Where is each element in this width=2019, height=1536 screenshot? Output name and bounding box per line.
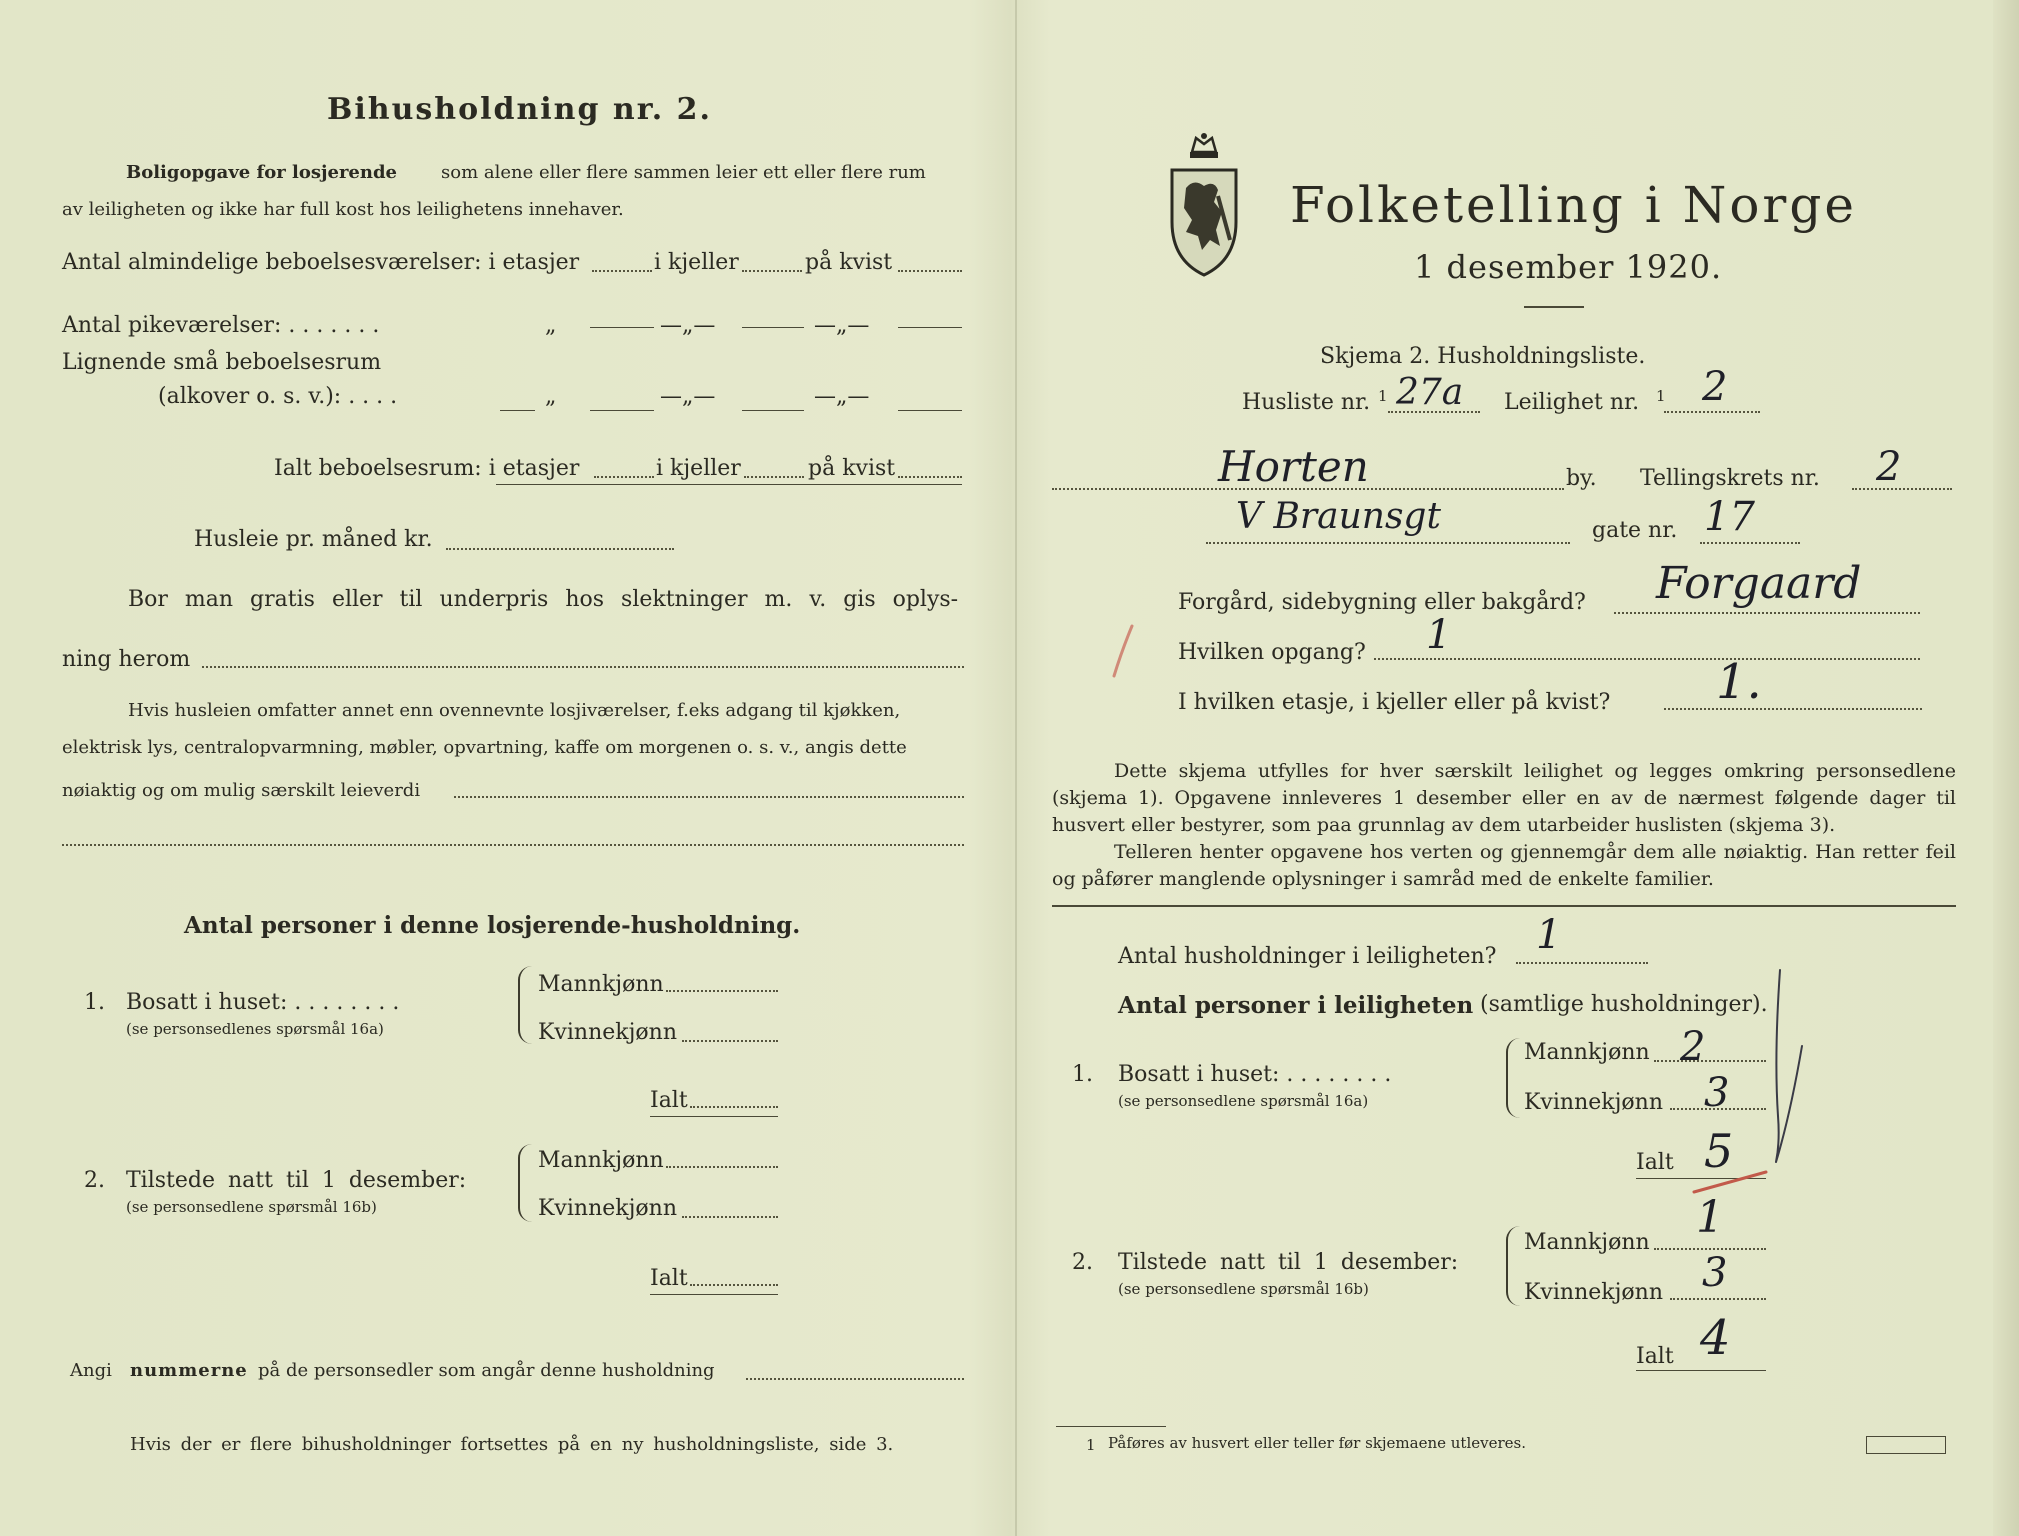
right-q1-mann-label: Mannkjønn (1524, 1040, 1650, 1065)
angi-text-2: på de personsedler som angår denne husholdning (258, 1360, 715, 1381)
rooms-kvist-field[interactable] (898, 270, 962, 272)
census-date: 1 desember 1920. (1414, 248, 1723, 286)
right-q1-ialt-label: Ialt (1636, 1150, 1674, 1175)
right-q2-number: 2. (1072, 1250, 1093, 1275)
right-q1-mann-value[interactable]: 2 (1680, 1024, 1706, 1070)
right-persons-heading-bold: Antal personer i leiligheten (1118, 992, 1474, 1019)
gratis-text-2: ning herom (62, 647, 191, 672)
lignende-label-1: Lignende små beboelsesrum (62, 350, 382, 375)
right-q2-label: Tilstede natt til 1 desember: (1118, 1250, 1459, 1275)
ialt-rule (496, 484, 962, 485)
paper-edge (1993, 0, 2019, 1536)
ialt-kjeller-field[interactable] (744, 476, 804, 478)
right-q2-kvinne-value[interactable]: 3 (1702, 1250, 1728, 1296)
left-q2-sub: (se personsedlene spørsmål 16b) (126, 1198, 377, 1216)
left-q2-mann-label: Mannkjønn (538, 1148, 664, 1173)
husholdninger-field (1516, 962, 1648, 964)
ialt-rooms-label: Ialt beboelsesrum: i etasjer (274, 456, 580, 481)
red-check-mark-icon (1108, 622, 1138, 680)
lign-ditto-3: —„— (814, 384, 870, 409)
left-q1-ialt-label: Ialt (650, 1088, 688, 1113)
footnote-rule (1056, 1426, 1166, 1427)
pike-ditto-3: —„— (814, 313, 870, 338)
by-field (1052, 488, 1564, 490)
right-q1-number: 1. (1072, 1062, 1093, 1087)
gratis-field[interactable] (202, 666, 964, 668)
right-title: Folketelling i Norge (1290, 176, 1857, 234)
right-q2-kvinne-field (1670, 1298, 1766, 1300)
coat-of-arms-icon (1164, 130, 1244, 280)
angi-bold: nummerne (130, 1360, 248, 1381)
footnote-mark: 1 (1086, 1436, 1096, 1454)
pike-ditto-2: —„— (660, 313, 716, 338)
leilighet-field (1664, 411, 1760, 413)
section-rule (1052, 905, 1956, 907)
gratis-text-1: Bor man gratis eller til underpris hos slektninger m. v. gis oplys- (128, 587, 959, 612)
left-q2-brace (518, 1144, 532, 1222)
right-q1-ialt-value[interactable]: 5 (1704, 1124, 1734, 1178)
left-persons-heading: Antal personer i denne losjerende-husholdning. (184, 912, 801, 939)
right-q1-mann-field (1654, 1060, 1766, 1062)
by-label: by. (1566, 466, 1597, 491)
left-q1-ialt-rule (650, 1116, 778, 1117)
rooms-label: Antal almindelige beboelsesværelser: i etasjer (62, 250, 580, 275)
info-paragraph-2: Telleren henter opgavene hos verten og gjennemgår dem alle nøiaktig. Han retter feil og påfører manglende oplysninger i samråd med de enkelte familier. (1052, 841, 1956, 890)
intro-rest-2: av leiligheten og ikke har full kost hos leilighetens innehaver. (62, 199, 624, 220)
left-q1-ialt-field[interactable] (690, 1106, 778, 1108)
right-q2-ialt-value[interactable]: 4 (1700, 1310, 1731, 1366)
leilighet-value[interactable]: 2 (1702, 364, 1728, 410)
ialt-etasjer-field[interactable] (594, 476, 654, 478)
left-q2-ialt-field[interactable] (690, 1284, 778, 1286)
left-q2-ialt-label: Ialt (650, 1266, 688, 1291)
pike-label: Antal pikeværelser: . . . . . . . (62, 313, 380, 338)
intro-bold: Boligopgave for losjerende (126, 162, 398, 183)
ialt-kvist-field[interactable] (898, 476, 962, 478)
forgaard-label: Forgård, sidebygning eller bakgård? (1178, 590, 1586, 615)
lign-kjeller-field[interactable] (742, 410, 804, 411)
fine-print-1: Hvis husleien omfatter annet enn ovennevnte losjiværelser, f.eks adgang til kjøkken, (128, 700, 901, 721)
husleie-field[interactable] (446, 548, 674, 550)
pike-etasjer-field[interactable] (590, 327, 654, 328)
right-q1-kvinne-label: Kvinnekjønn (1524, 1090, 1663, 1115)
husleie-label: Husleie pr. måned kr. (194, 527, 433, 552)
left-q2-kvinne-label: Kvinnekjønn (538, 1196, 677, 1221)
etasje-field (1664, 708, 1922, 710)
rooms-etasjer-field[interactable] (592, 270, 652, 272)
right-q2-sub: (se personsedlene spørsmål 16b) (1118, 1280, 1369, 1298)
ialt-kjeller-label: i kjeller (656, 456, 741, 481)
gate-field (1206, 542, 1570, 544)
lign-kvist-field[interactable] (898, 410, 962, 411)
krets-value[interactable]: 2 (1876, 444, 1902, 490)
check-mark-icon (1770, 966, 1810, 1166)
husliste-value[interactable]: 27a (1396, 372, 1464, 413)
left-q1-brace (518, 966, 532, 1044)
gate-label: gate nr. (1592, 518, 1678, 543)
husliste-label: Husliste nr. (1242, 390, 1371, 415)
pike-kjeller-field[interactable] (742, 327, 804, 328)
page-fold (1015, 0, 1017, 1536)
left-q2-mann-field[interactable] (666, 1166, 778, 1168)
left-footer: Hvis der er flere bihusholdninger fortsettes på en ny husholdningsliste, side 3. (130, 1434, 894, 1455)
right-q2-kvinne-label: Kvinnekjønn (1524, 1280, 1663, 1305)
angi-field[interactable] (746, 1378, 964, 1380)
leieverdi-field[interactable] (454, 796, 964, 798)
leieverdi-field-2[interactable] (62, 844, 964, 846)
left-q1-mann-label: Mannkjønn (538, 972, 664, 997)
opgang-value[interactable]: 1 (1426, 612, 1452, 658)
right-q2-ialt-rule (1636, 1370, 1766, 1371)
lignende-lead-line (500, 410, 535, 411)
leilighet-label: Leilighet nr. (1504, 390, 1640, 415)
lign-ditto-1: „ (545, 384, 557, 409)
lign-etasjer-field[interactable] (590, 410, 654, 411)
fine-print-2: elektrisk lys, centralopvarmning, møbler, opvartning, kaffe om morgenen o. s. v., angis dette (62, 737, 907, 758)
lignende-label-2: (alkover o. s. v.): . . . . (158, 384, 398, 409)
right-q1-brace (1506, 1038, 1520, 1118)
left-q2-ialt-rule (650, 1294, 778, 1295)
krets-label: Tellingskrets nr. (1640, 466, 1820, 491)
pike-kvist-field[interactable] (898, 327, 962, 328)
husholdninger-value[interactable]: 1 (1536, 912, 1562, 958)
husliste-footnote-mark: 1 (1378, 387, 1388, 405)
left-q2-label: Tilstede natt til 1 desember: (126, 1168, 467, 1193)
left-q1-kvinne-field[interactable] (682, 1040, 778, 1042)
left-q1-label: Bosatt i huset: . . . . . . . . (126, 990, 400, 1015)
footnote-text: Påføres av husvert eller teller før skjemaene utleveres. (1108, 1434, 1526, 1452)
gate-nr-value[interactable]: 17 (1704, 494, 1755, 540)
gate-value[interactable]: V Braunsgt (1236, 496, 1441, 537)
right-q2-ialt-label: Ialt (1636, 1344, 1674, 1369)
rooms-kvist-label: på kvist (805, 250, 893, 275)
right-q2-mann-label: Mannkjønn (1524, 1230, 1650, 1255)
left-q1-sub: (se personsedlenes spørsmål 16a) (126, 1020, 384, 1038)
left-q1-kvinne-label: Kvinnekjønn (538, 1020, 677, 1045)
printer-stamp (1866, 1436, 1946, 1454)
leilighet-footnote-mark: 1 (1656, 387, 1666, 405)
intro-rest-1: som alene eller flere sammen leier ett eller flere rum (441, 162, 926, 183)
forgaard-field (1614, 612, 1920, 614)
pike-ditto-1: „ (545, 313, 557, 338)
lign-ditto-2: —„— (660, 384, 716, 409)
fine-print-3: nøiaktig og om mulig særskilt leieverdi (62, 780, 421, 801)
angi-text-1: Angi (70, 1360, 112, 1381)
left-title: Bihusholdning nr. 2. (327, 92, 712, 127)
forgaard-value[interactable]: Forgaard (1656, 558, 1862, 609)
etasje-label: I hvilken etasje, i kjeller eller på kvist? (1178, 690, 1611, 715)
husliste-field (1388, 411, 1480, 413)
right-q2-brace (1506, 1226, 1520, 1306)
opgang-label: Hvilken opgang? (1178, 640, 1366, 665)
info-paragraph-1: Dette skjema utfylles for hver særskilt leilighet og legges omkring personsedlene (skjema 1). Opgavene innleveres 1 desember eller en av de nærmest følgende dager til husvert eller bestyrer, som paa grunnlag av dem utarbeider huslisten (skjema 3). (1052, 760, 1956, 836)
opgang-field (1374, 658, 1920, 660)
right-q2-mann-value[interactable]: 1 (1696, 1192, 1724, 1243)
ialt-kvist-label: på kvist (808, 456, 896, 481)
left-q2-kvinne-field[interactable] (682, 1216, 778, 1218)
left-q1-mann-field[interactable] (666, 990, 778, 992)
right-q1-kvinne-value[interactable]: 3 (1704, 1070, 1730, 1116)
left-q1-number: 1. (84, 990, 105, 1015)
right-q1-sub: (se personsedlene spørsmål 16a) (1118, 1092, 1369, 1110)
skjema-label: Skjema 2. Husholdningsliste. (1320, 344, 1646, 369)
by-value[interactable]: Horten (1218, 442, 1369, 491)
etasje-value[interactable]: 1. (1716, 654, 1762, 710)
rooms-kjeller-field[interactable] (742, 270, 802, 272)
right-persons-heading-rest: (samtlige husholdninger). (1480, 992, 1768, 1017)
right-q1-kvinne-field (1670, 1108, 1766, 1110)
left-q2-number: 2. (84, 1168, 105, 1193)
right-q1-label: Bosatt i huset: . . . . . . . . (1118, 1062, 1392, 1087)
gate-nr-field (1700, 542, 1800, 544)
husholdninger-label: Antal husholdninger i leiligheten? (1118, 944, 1497, 969)
rooms-kjeller-label: i kjeller (654, 250, 739, 275)
title-rule (1524, 306, 1584, 308)
krets-field (1852, 488, 1952, 490)
